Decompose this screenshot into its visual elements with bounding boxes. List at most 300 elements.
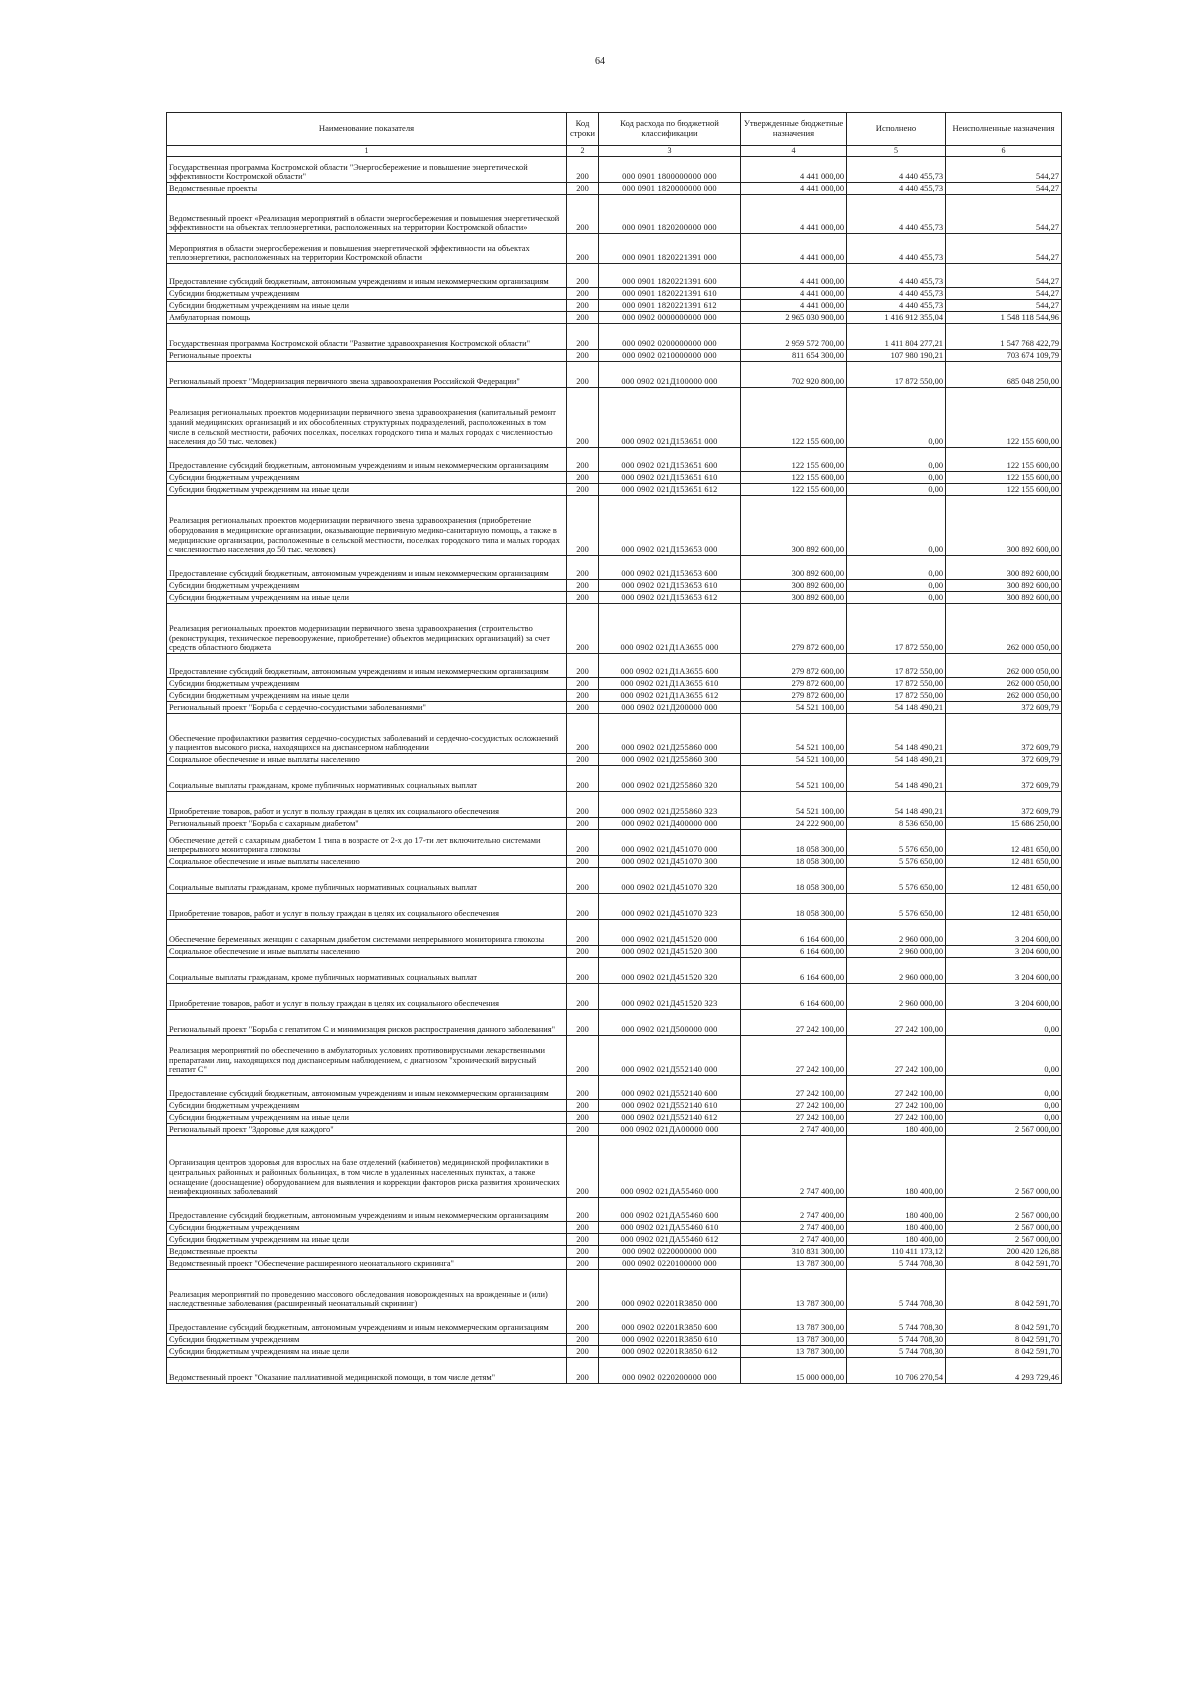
table-row (167, 792, 1062, 818)
row-name-cell: Субсидии бюджетным учреждениям на иные цели (167, 1234, 567, 1246)
row-kbk-cell: 000 0902 0210000000 000 (599, 350, 741, 362)
table-row (167, 448, 1062, 472)
row-approved-cell: 18 058 300,00 (741, 894, 847, 920)
row-executed-cell: 54 148 490,21 (847, 714, 946, 754)
table-row (167, 818, 1062, 830)
index-cell: 6 (946, 146, 1062, 157)
row-kbk-cell: 000 0902 02201R3850 600 (599, 1310, 741, 1334)
table-row (167, 157, 1062, 183)
row-kbk-cell: 000 0902 0220000000 000 (599, 1246, 741, 1258)
row-approved-cell: 300 892 600,00 (741, 592, 847, 604)
row-unexecuted-cell: 300 892 600,00 (946, 496, 1062, 556)
row-approved-cell: 2 747 400,00 (741, 1234, 847, 1246)
row-name-cell: Ведомственные проекты (167, 183, 567, 195)
row-name-cell: Приобретение товаров, работ и услуг в пользу граждан в целях их социального обеспечения (167, 894, 567, 920)
row-approved-cell: 27 242 100,00 (741, 1100, 847, 1112)
row-code-cell: 200 (567, 1246, 599, 1258)
row-executed-cell: 0,00 (847, 484, 946, 496)
row-approved-cell: 13 787 300,00 (741, 1258, 847, 1270)
table-row (167, 604, 1062, 654)
row-name-cell: Субсидии бюджетным учреждениям (167, 678, 567, 690)
row-kbk-cell: 000 0902 021Д451520 323 (599, 984, 741, 1010)
row-executed-cell: 0,00 (847, 472, 946, 484)
row-name-cell: Региональный проект "Модернизация первичного звена здравоохранения Российской Федерации" (167, 362, 567, 388)
row-kbk-cell: 000 0901 1820221391 000 (599, 234, 741, 264)
row-approved-cell: 122 155 600,00 (741, 472, 847, 484)
table-row (167, 1112, 1062, 1124)
row-unexecuted-cell: 1 547 768 422,79 (946, 324, 1062, 350)
row-kbk-cell: 000 0901 1820000000 000 (599, 183, 741, 195)
row-kbk-cell: 000 0901 1820221391 612 (599, 300, 741, 312)
row-code-cell: 200 (567, 592, 599, 604)
row-name-cell: Социальные выплаты гражданам, кроме публичных нормативных социальных выплат (167, 958, 567, 984)
row-name-cell: Региональный проект "Борьба с гепатитом С и минимизация рисков распространения данного заболевания" (167, 1010, 567, 1036)
row-executed-cell: 4 440 455,73 (847, 264, 946, 288)
row-approved-cell: 122 155 600,00 (741, 448, 847, 472)
row-name-cell: Предоставление субсидий бюджетным, автономным учреждениям и иным некоммерческим организациям (167, 1198, 567, 1222)
row-kbk-cell: 000 0902 021Д255860 323 (599, 792, 741, 818)
row-executed-cell: 5 576 650,00 (847, 856, 946, 868)
row-executed-cell: 54 148 490,21 (847, 792, 946, 818)
row-name-cell: Предоставление субсидий бюджетным, автономным учреждениям и иным некоммерческим организациям (167, 1310, 567, 1334)
row-kbk-cell: 000 0902 021Д153651 612 (599, 484, 741, 496)
row-kbk-cell: 000 0902 021Д552140 612 (599, 1112, 741, 1124)
row-executed-cell: 0,00 (847, 592, 946, 604)
row-name-cell: Предоставление субсидий бюджетным, автономным учреждениям и иным некоммерческим организациям (167, 448, 567, 472)
table-row (167, 654, 1062, 678)
row-name-cell: Субсидии бюджетным учреждениям на иные цели (167, 592, 567, 604)
row-kbk-cell: 000 0902 021Д552140 610 (599, 1100, 741, 1112)
row-name-cell: Государственная программа Костромской области "Развитие здравоохранения Костромской области" (167, 324, 567, 350)
row-code-cell: 200 (567, 818, 599, 830)
row-unexecuted-cell: 12 481 650,00 (946, 830, 1062, 856)
row-unexecuted-cell: 685 048 250,00 (946, 362, 1062, 388)
row-name-cell: Субсидии бюджетным учреждениям на иные цели (167, 1346, 567, 1358)
row-name-cell: Предоставление субсидий бюджетным, автономным учреждениям и иным некоммерческим организациям (167, 264, 567, 288)
row-name-cell: Субсидии бюджетным учреждениям (167, 580, 567, 592)
row-executed-cell: 5 744 708,30 (847, 1310, 946, 1334)
row-unexecuted-cell: 15 686 250,00 (946, 818, 1062, 830)
row-kbk-cell: 000 0901 1820221391 600 (599, 264, 741, 288)
row-kbk-cell: 000 0902 02201R3850 000 (599, 1270, 741, 1310)
row-approved-cell: 2 959 572 700,00 (741, 324, 847, 350)
row-code-cell: 200 (567, 312, 599, 324)
row-kbk-cell: 000 0902 021ДА55460 000 (599, 1136, 741, 1198)
row-executed-cell: 180 400,00 (847, 1136, 946, 1198)
row-executed-cell: 0,00 (847, 580, 946, 592)
row-unexecuted-cell: 12 481 650,00 (946, 856, 1062, 868)
row-kbk-cell: 000 0902 021Д153651 000 (599, 388, 741, 448)
row-approved-cell: 27 242 100,00 (741, 1076, 847, 1100)
table-row (167, 856, 1062, 868)
row-unexecuted-cell: 8 042 591,70 (946, 1270, 1062, 1310)
row-executed-cell: 54 148 490,21 (847, 754, 946, 766)
table-row (167, 496, 1062, 556)
row-executed-cell: 110 411 173,12 (847, 1246, 946, 1258)
row-unexecuted-cell: 544,27 (946, 183, 1062, 195)
row-kbk-cell: 000 0902 021Д153653 612 (599, 592, 741, 604)
row-name-cell: Реализация мероприятий по обеспечению в амбулаторных условиях противовирусными лекарственными препаратами лиц, находящихся под диспансерным наблюдением, с диагнозом "хронический вирусный гепатит С" (167, 1036, 567, 1076)
row-name-cell: Обеспечение беременных женщин с сахарным диабетом системами непрерывного мониторинга глюкозы (167, 920, 567, 946)
row-executed-cell: 2 960 000,00 (847, 984, 946, 1010)
row-kbk-cell: 000 0902 021Д451520 000 (599, 920, 741, 946)
row-name-cell: Обеспечение профилактики развития сердечно-сосудистых заболеваний и сердечно-сосудистых осложнений у пациентов высокого риска, находящихся на диспансерном наблюдении (167, 714, 567, 754)
row-code-cell: 200 (567, 766, 599, 792)
table-row (167, 195, 1062, 234)
row-approved-cell: 27 242 100,00 (741, 1010, 847, 1036)
row-approved-cell: 13 787 300,00 (741, 1346, 847, 1358)
row-executed-cell: 1 411 804 277,21 (847, 324, 946, 350)
row-executed-cell: 17 872 550,00 (847, 678, 946, 690)
row-unexecuted-cell: 2 567 000,00 (946, 1136, 1062, 1198)
table-row (167, 1346, 1062, 1358)
row-code-cell: 200 (567, 958, 599, 984)
row-code-cell: 200 (567, 920, 599, 946)
row-approved-cell: 4 441 000,00 (741, 195, 847, 234)
row-unexecuted-cell: 300 892 600,00 (946, 556, 1062, 580)
table-row (167, 958, 1062, 984)
row-executed-cell: 180 400,00 (847, 1124, 946, 1136)
row-code-cell: 200 (567, 1346, 599, 1358)
row-kbk-cell: 000 0902 021Д400000 000 (599, 818, 741, 830)
row-kbk-cell: 000 0902 021Д1А3655 000 (599, 604, 741, 654)
row-name-cell: Ведомственный проект "Оказание паллиативной медицинской помощи, в том числе детям" (167, 1358, 567, 1384)
row-approved-cell: 4 441 000,00 (741, 300, 847, 312)
row-unexecuted-cell: 2 567 000,00 (946, 1124, 1062, 1136)
row-unexecuted-cell: 200 420 126,88 (946, 1246, 1062, 1258)
row-unexecuted-cell: 544,27 (946, 288, 1062, 300)
row-unexecuted-cell: 3 204 600,00 (946, 984, 1062, 1010)
row-executed-cell: 27 242 100,00 (847, 1036, 946, 1076)
row-executed-cell: 5 576 650,00 (847, 894, 946, 920)
row-executed-cell: 4 440 455,73 (847, 234, 946, 264)
row-approved-cell: 4 441 000,00 (741, 288, 847, 300)
row-executed-cell: 0,00 (847, 556, 946, 580)
row-executed-cell: 5 744 708,30 (847, 1346, 946, 1358)
row-unexecuted-cell: 3 204 600,00 (946, 946, 1062, 958)
row-approved-cell: 122 155 600,00 (741, 388, 847, 448)
row-name-cell: Субсидии бюджетным учреждениям (167, 288, 567, 300)
row-approved-cell: 2 747 400,00 (741, 1198, 847, 1222)
table-row (167, 766, 1062, 792)
row-code-cell: 200 (567, 894, 599, 920)
row-unexecuted-cell: 0,00 (946, 1100, 1062, 1112)
index-cell: 4 (741, 146, 847, 157)
row-code-cell: 200 (567, 388, 599, 448)
row-code-cell: 200 (567, 448, 599, 472)
row-code-cell: 200 (567, 1100, 599, 1112)
row-code-cell: 200 (567, 1112, 599, 1124)
row-approved-cell: 24 222 900,00 (741, 818, 847, 830)
row-kbk-cell: 000 0902 021Д451070 300 (599, 856, 741, 868)
row-kbk-cell: 000 0901 1820200000 000 (599, 195, 741, 234)
header-name: Наименование показателя (167, 113, 567, 146)
row-code-cell: 200 (567, 1234, 599, 1246)
row-unexecuted-cell: 262 000 050,00 (946, 690, 1062, 702)
row-executed-cell: 2 960 000,00 (847, 946, 946, 958)
table-row (167, 1036, 1062, 1076)
row-unexecuted-cell: 372 609,79 (946, 714, 1062, 754)
row-code-cell: 200 (567, 604, 599, 654)
table-row (167, 300, 1062, 312)
row-executed-cell: 4 440 455,73 (847, 300, 946, 312)
row-name-cell: Реализация региональных проектов модернизации первичного звена здравоохранения (капитальный ремонт зданий медицинских организаций и их обособленных структурных подразделений, расположенных в том числе в сельской местности, рабочих поселках, поселках городского типа и малых городах с численностью населения до 50 тыс. человек) (167, 388, 567, 448)
row-approved-cell: 54 521 100,00 (741, 766, 847, 792)
table-row (167, 946, 1062, 958)
table-row (167, 350, 1062, 362)
row-approved-cell: 122 155 600,00 (741, 484, 847, 496)
row-approved-cell: 18 058 300,00 (741, 856, 847, 868)
row-approved-cell: 6 164 600,00 (741, 984, 847, 1010)
row-executed-cell: 27 242 100,00 (847, 1112, 946, 1124)
row-kbk-cell: 000 0902 021Д255860 300 (599, 754, 741, 766)
table-row (167, 183, 1062, 195)
table-row (167, 264, 1062, 288)
row-unexecuted-cell: 12 481 650,00 (946, 868, 1062, 894)
table-row (167, 702, 1062, 714)
table-row (167, 830, 1062, 856)
row-executed-cell: 180 400,00 (847, 1198, 946, 1222)
table-row (167, 920, 1062, 946)
row-executed-cell: 180 400,00 (847, 1222, 946, 1234)
row-name-cell: Ведомственный проект «Реализация мероприятий в области энергосбережения и повышения энергетической эффективности на объектах теплоэнергетики, расположенных на территории Костромской области» (167, 195, 567, 234)
row-name-cell: Субсидии бюджетным учреждениям на иные цели (167, 484, 567, 496)
row-code-cell: 200 (567, 556, 599, 580)
row-unexecuted-cell: 3 204 600,00 (946, 958, 1062, 984)
row-approved-cell: 54 521 100,00 (741, 754, 847, 766)
row-name-cell: Региональный проект "Борьба с сахарным диабетом" (167, 818, 567, 830)
row-approved-cell: 54 521 100,00 (741, 792, 847, 818)
table-row (167, 1310, 1062, 1334)
row-code-cell: 200 (567, 868, 599, 894)
table-row (167, 1334, 1062, 1346)
row-name-cell: Предоставление субсидий бюджетным, автономным учреждениям и иным некоммерческим организациям (167, 654, 567, 678)
row-code-cell: 200 (567, 472, 599, 484)
table-row (167, 894, 1062, 920)
table-row (167, 1258, 1062, 1270)
row-name-cell: Субсидии бюджетным учреждениям на иные цели (167, 300, 567, 312)
table-row (167, 312, 1062, 324)
row-code-cell: 200 (567, 1270, 599, 1310)
row-kbk-cell: 000 0902 02201R3850 612 (599, 1346, 741, 1358)
row-executed-cell: 0,00 (847, 388, 946, 448)
row-kbk-cell: 000 0902 021ДА00000 000 (599, 1124, 741, 1136)
row-approved-cell: 4 441 000,00 (741, 157, 847, 183)
row-executed-cell: 5 576 650,00 (847, 830, 946, 856)
row-kbk-cell: 000 0902 021Д1А3655 600 (599, 654, 741, 678)
table-header-row (167, 113, 1062, 146)
row-code-cell: 200 (567, 714, 599, 754)
row-name-cell: Субсидии бюджетным учреждениям на иные цели (167, 1112, 567, 1124)
index-cell: 1 (167, 146, 567, 157)
row-name-cell: Амбулаторная помощь (167, 312, 567, 324)
row-name-cell: Организация центров здоровья для взрослых на базе отделений (кабинетов) медицинской профилактики в центральных районных и районных больницах, в том числе в удаленных населенных пунктах, а также оснащение (дооснащение) оборудованием для выявления и коррекции факторов риска развития хронических неинфекционных заболеваний (167, 1136, 567, 1198)
row-code-cell: 200 (567, 690, 599, 702)
row-name-cell: Приобретение товаров, работ и услуг в пользу граждан в целях их социального обеспечения (167, 792, 567, 818)
row-name-cell: Социальные выплаты гражданам, кроме публичных нормативных социальных выплат (167, 766, 567, 792)
row-kbk-cell: 000 0902 021Д552140 600 (599, 1076, 741, 1100)
table-row (167, 592, 1062, 604)
row-unexecuted-cell: 372 609,79 (946, 754, 1062, 766)
row-code-cell: 200 (567, 300, 599, 312)
row-approved-cell: 6 164 600,00 (741, 946, 847, 958)
row-code-cell: 200 (567, 830, 599, 856)
row-executed-cell: 4 440 455,73 (847, 288, 946, 300)
table-row (167, 362, 1062, 388)
row-executed-cell: 4 440 455,73 (847, 195, 946, 234)
row-code-cell: 200 (567, 324, 599, 350)
row-unexecuted-cell: 2 567 000,00 (946, 1222, 1062, 1234)
row-approved-cell: 310 831 300,00 (741, 1246, 847, 1258)
row-code-cell: 200 (567, 1136, 599, 1198)
row-executed-cell: 8 536 650,00 (847, 818, 946, 830)
row-name-cell: Субсидии бюджетным учреждениям (167, 1334, 567, 1346)
row-kbk-cell: 000 0902 021Д500000 000 (599, 1010, 741, 1036)
row-unexecuted-cell: 372 609,79 (946, 702, 1062, 714)
row-name-cell: Государственная программа Костромской области "Энергосбережение и повышение энергетической эффективности Костромской области" (167, 157, 567, 183)
row-kbk-cell: 000 0902 021Д1А3655 610 (599, 678, 741, 690)
row-kbk-cell: 000 0902 021Д255860 000 (599, 714, 741, 754)
header-approved: Утвержденные бюджетные назначения (741, 113, 847, 146)
page-number: 64 (595, 56, 605, 67)
table-row (167, 580, 1062, 592)
row-approved-cell: 6 164 600,00 (741, 958, 847, 984)
table-row (167, 1270, 1062, 1310)
row-name-cell: Субсидии бюджетным учреждениям (167, 472, 567, 484)
row-code-cell: 200 (567, 1124, 599, 1136)
row-code-cell: 200 (567, 1258, 599, 1270)
row-unexecuted-cell: 544,27 (946, 300, 1062, 312)
row-unexecuted-cell: 372 609,79 (946, 766, 1062, 792)
row-approved-cell: 279 872 600,00 (741, 678, 847, 690)
row-executed-cell: 27 242 100,00 (847, 1010, 946, 1036)
row-approved-cell: 18 058 300,00 (741, 868, 847, 894)
row-executed-cell: 4 440 455,73 (847, 157, 946, 183)
row-executed-cell: 5 744 708,30 (847, 1334, 946, 1346)
row-executed-cell: 4 440 455,73 (847, 183, 946, 195)
row-code-cell: 200 (567, 350, 599, 362)
table-row (167, 678, 1062, 690)
row-code-cell: 200 (567, 362, 599, 388)
row-unexecuted-cell: 544,27 (946, 195, 1062, 234)
row-approved-cell: 300 892 600,00 (741, 580, 847, 592)
index-cell: 3 (599, 146, 741, 157)
table-row (167, 714, 1062, 754)
row-approved-cell: 27 242 100,00 (741, 1036, 847, 1076)
row-approved-cell: 279 872 600,00 (741, 654, 847, 678)
row-executed-cell: 5 576 650,00 (847, 868, 946, 894)
table-row (167, 484, 1062, 496)
header-executed: Исполнено (847, 113, 946, 146)
row-executed-cell: 17 872 550,00 (847, 654, 946, 678)
row-executed-cell: 17 872 550,00 (847, 362, 946, 388)
row-approved-cell: 13 787 300,00 (741, 1334, 847, 1346)
row-kbk-cell: 000 0902 021ДА55460 610 (599, 1222, 741, 1234)
row-kbk-cell: 000 0902 021Д451520 320 (599, 958, 741, 984)
row-kbk-cell: 000 0902 021Д153651 600 (599, 448, 741, 472)
row-unexecuted-cell: 300 892 600,00 (946, 580, 1062, 592)
table-row (167, 1198, 1062, 1222)
row-code-cell: 200 (567, 1358, 599, 1384)
row-code-cell: 200 (567, 1334, 599, 1346)
row-executed-cell: 5 744 708,30 (847, 1270, 946, 1310)
row-approved-cell: 2 747 400,00 (741, 1124, 847, 1136)
row-approved-cell: 279 872 600,00 (741, 690, 847, 702)
row-executed-cell: 2 960 000,00 (847, 958, 946, 984)
row-name-cell: Социальное обеспечение и иные выплаты населению (167, 856, 567, 868)
row-approved-cell: 54 521 100,00 (741, 714, 847, 754)
row-kbk-cell: 000 0902 021Д153653 000 (599, 496, 741, 556)
row-executed-cell: 0,00 (847, 448, 946, 472)
row-unexecuted-cell: 703 674 109,79 (946, 350, 1062, 362)
row-approved-cell: 54 521 100,00 (741, 702, 847, 714)
table-row (167, 1234, 1062, 1246)
row-code-cell: 200 (567, 288, 599, 300)
row-executed-cell: 107 980 190,21 (847, 350, 946, 362)
row-approved-cell: 6 164 600,00 (741, 920, 847, 946)
row-executed-cell: 17 872 550,00 (847, 690, 946, 702)
header-unexecuted: Неисполненные назначения (946, 113, 1062, 146)
row-unexecuted-cell: 262 000 050,00 (946, 654, 1062, 678)
index-cell: 5 (847, 146, 946, 157)
row-name-cell: Реализация мероприятий по проведению массового обследования новорожденных на врожденные и (или) наследственные заболевания (расширенный неонатальный скрининг) (167, 1270, 567, 1310)
row-code-cell: 200 (567, 183, 599, 195)
row-code-cell: 200 (567, 946, 599, 958)
row-executed-cell: 5 744 708,30 (847, 1258, 946, 1270)
row-executed-cell: 17 872 550,00 (847, 604, 946, 654)
row-name-cell: Реализация региональных проектов модернизации первичного звена здравоохранения (строительство (реконструкция, техническое перевооружение, приобретение) объектов медицинских организаций) за счет средств областного бюджета (167, 604, 567, 654)
row-code-cell: 200 (567, 856, 599, 868)
row-name-cell: Мероприятия в области энергосбережения и повышения энергетической эффективности на объектах теплоэнергетики, расположенных на территории Костромской области (167, 234, 567, 264)
row-unexecuted-cell: 2 567 000,00 (946, 1234, 1062, 1246)
row-kbk-cell: 000 0902 021Д1А3655 612 (599, 690, 741, 702)
row-code-cell: 200 (567, 1198, 599, 1222)
row-code-cell: 200 (567, 654, 599, 678)
row-approved-cell: 15 000 000,00 (741, 1358, 847, 1384)
row-unexecuted-cell: 262 000 050,00 (946, 604, 1062, 654)
row-code-cell: 200 (567, 580, 599, 592)
row-kbk-cell: 000 0902 021Д255860 320 (599, 766, 741, 792)
table-row (167, 984, 1062, 1010)
table-row (167, 868, 1062, 894)
row-unexecuted-cell: 122 155 600,00 (946, 472, 1062, 484)
row-code-cell: 200 (567, 157, 599, 183)
row-kbk-cell: 000 0902 0220200000 000 (599, 1358, 741, 1384)
table-row (167, 1222, 1062, 1234)
row-kbk-cell: 000 0902 021Д153653 610 (599, 580, 741, 592)
row-code-cell: 200 (567, 1036, 599, 1076)
row-code-cell: 200 (567, 1310, 599, 1334)
row-kbk-cell: 000 0902 021Д200000 000 (599, 702, 741, 714)
row-approved-cell: 2 747 400,00 (741, 1136, 847, 1198)
row-approved-cell: 27 242 100,00 (741, 1112, 847, 1124)
row-kbk-cell: 000 0902 0220100000 000 (599, 1258, 741, 1270)
row-unexecuted-cell: 122 155 600,00 (946, 448, 1062, 472)
table-row (167, 1076, 1062, 1100)
row-unexecuted-cell: 0,00 (946, 1076, 1062, 1100)
row-approved-cell: 4 441 000,00 (741, 234, 847, 264)
row-unexecuted-cell: 544,27 (946, 234, 1062, 264)
row-name-cell: Субсидии бюджетным учреждениям (167, 1100, 567, 1112)
row-unexecuted-cell: 8 042 591,70 (946, 1258, 1062, 1270)
row-approved-cell: 13 787 300,00 (741, 1310, 847, 1334)
row-unexecuted-cell: 8 042 591,70 (946, 1346, 1062, 1358)
row-name-cell: Ведомственный проект "Обеспечение расширенного неонатального скрининга" (167, 1258, 567, 1270)
table-row (167, 690, 1062, 702)
row-unexecuted-cell: 544,27 (946, 157, 1062, 183)
budget-execution-table (166, 112, 1062, 1384)
row-executed-cell: 180 400,00 (847, 1234, 946, 1246)
